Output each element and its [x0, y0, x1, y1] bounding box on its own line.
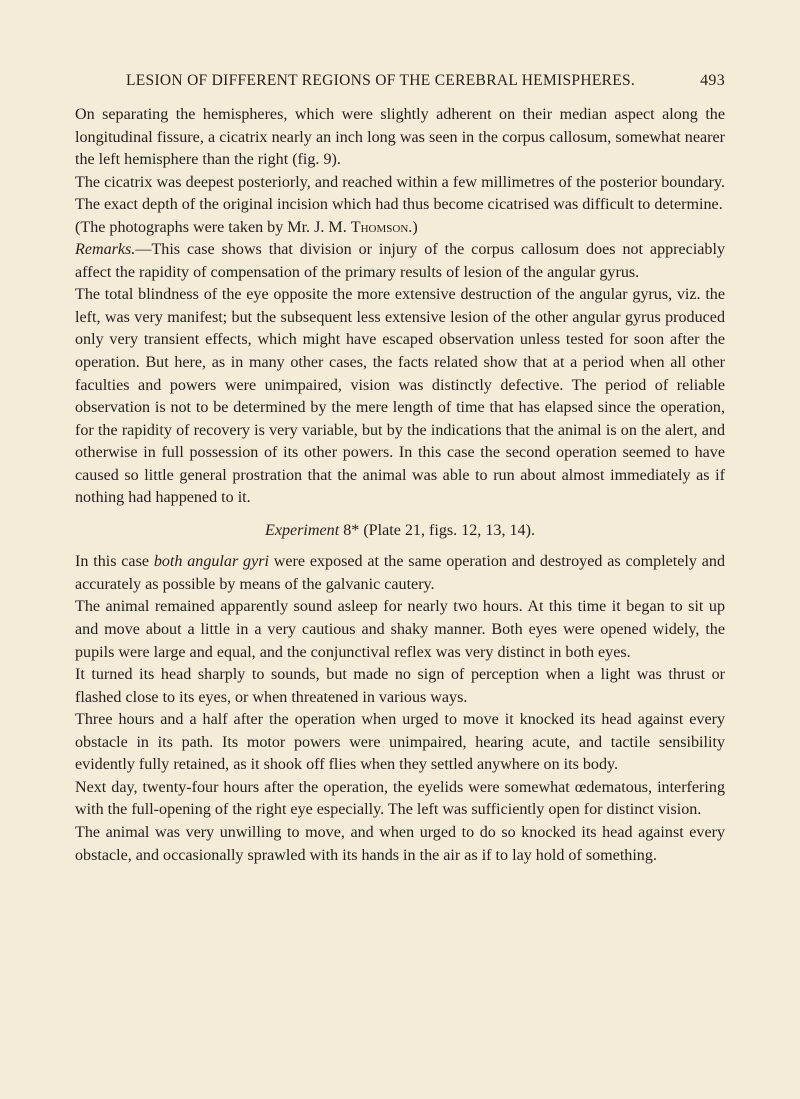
experiment-heading-rest: 8* (Plate 21, figs. 12, 13, 14).: [339, 521, 535, 539]
running-head: [75, 72, 725, 94]
photo-credit-after: .): [408, 218, 418, 236]
paragraph-three-hours: Three hours and a half after the operation when urged to move it knocked its head against every obstacle in its path. Its motor powers were unimpaired, hearing acute, and tactile sensibility evidently fully retained, as it shook off flies when they settled anywhere on its body.: [75, 711, 725, 774]
page: [75, 72, 725, 867]
photographer-name: Thomson: [350, 218, 409, 236]
paragraph-cicatrix-location: On separating the hemispheres, which were slightly adherent on their median aspect along the longitudinal fissure, a cicatrix nearly an inch long was seen in the corpus callosum, somewhat nearer the left hemisphere than the right (fig. 9).: [75, 106, 725, 169]
page-number: 493: [700, 72, 725, 89]
body-text: [75, 104, 725, 867]
remarks-text: —This case shows that division or injury of the corpus callosum does not appreciably affect the rapidity of compensation of the primary results of lesion of the angular gyrus.: [75, 241, 725, 281]
remarks-label: Remarks.: [75, 241, 136, 259]
experiment-heading-label: Experiment: [265, 521, 340, 539]
experiment-heading: [75, 520, 725, 543]
paragraph-next-day: Next day, twenty-four hours after the operation, the eyelids were somewhat œdematous, interfering with the full-opening of the right eye especially. The left was sufficiently open for distinct vision.: [75, 778, 725, 819]
paragraph-experiment-procedure: [75, 551, 725, 596]
running-head-title: LESION OF DIFFERENT REGIONS OF THE CEREBRAL HEMISPHERES.: [125, 72, 636, 89]
procedure-emphasis: both angular gyri: [153, 553, 269, 571]
paragraph-blindness-discussion: The total blindness of the eye opposite the more extensive destruction of the angular gyrus, viz. the left, was very manifest; but the subsequent less extensive lesion of the other angular gyrus produced only very transient effects, which might have escaped observation unless tested for soon after the operation. But here, as in many other cases, the facts related show that at a period when all other faculties and powers were unimpaired, vision was distinctly defective. The period of reliable observation is not to be determined by the mere length of time that has elapsed since the operation, for the rapidity of recovery is very variable, but by the indications that the animal is on the alert, and otherwise in full possession of its other powers. In this case the second operation seemed to have caused so little general prostration that the animal was able to run about almost immediately as if nothing had happened to it.: [75, 286, 725, 507]
paragraph-unwilling: The animal was very unwilling to move, and when urged to do so knocked its head against every obstacle, and occasionally sprawled with its hands in the air as if to lay hold of something.: [75, 823, 725, 864]
paragraph-photo-credit: [75, 217, 725, 240]
paragraph-sound-response: It turned its head sharply to sounds, but made no sign of perception when a light was thrust or flashed close to its eyes, or when threatened in various ways.: [75, 666, 725, 706]
procedure-before: In this case: [75, 553, 154, 571]
paragraph-remarks: [75, 239, 725, 284]
procedure-after: were exposed at the same operation and destroyed as completely and accurately as possible by means of the galvanic cautery.: [75, 553, 725, 593]
paragraph-cicatrix-depth: The cicatrix was deepest posteriorly, and reached within a few millimetres of the posterior boundary. The exact depth of the original incision which had thus become cicatrised was difficult to determine.: [75, 173, 725, 214]
paragraph-post-operation: The animal remained apparently sound asleep for nearly two hours. At this time it began to sit up and move about a little in a very cautious and shaky manner. Both eyes were opened widely, the pupils were large and equal, and the conjunctival reflex was very distinct in both eyes.: [75, 598, 725, 661]
photo-credit-before: (The photographs were taken by Mr. J. M.: [75, 218, 351, 236]
